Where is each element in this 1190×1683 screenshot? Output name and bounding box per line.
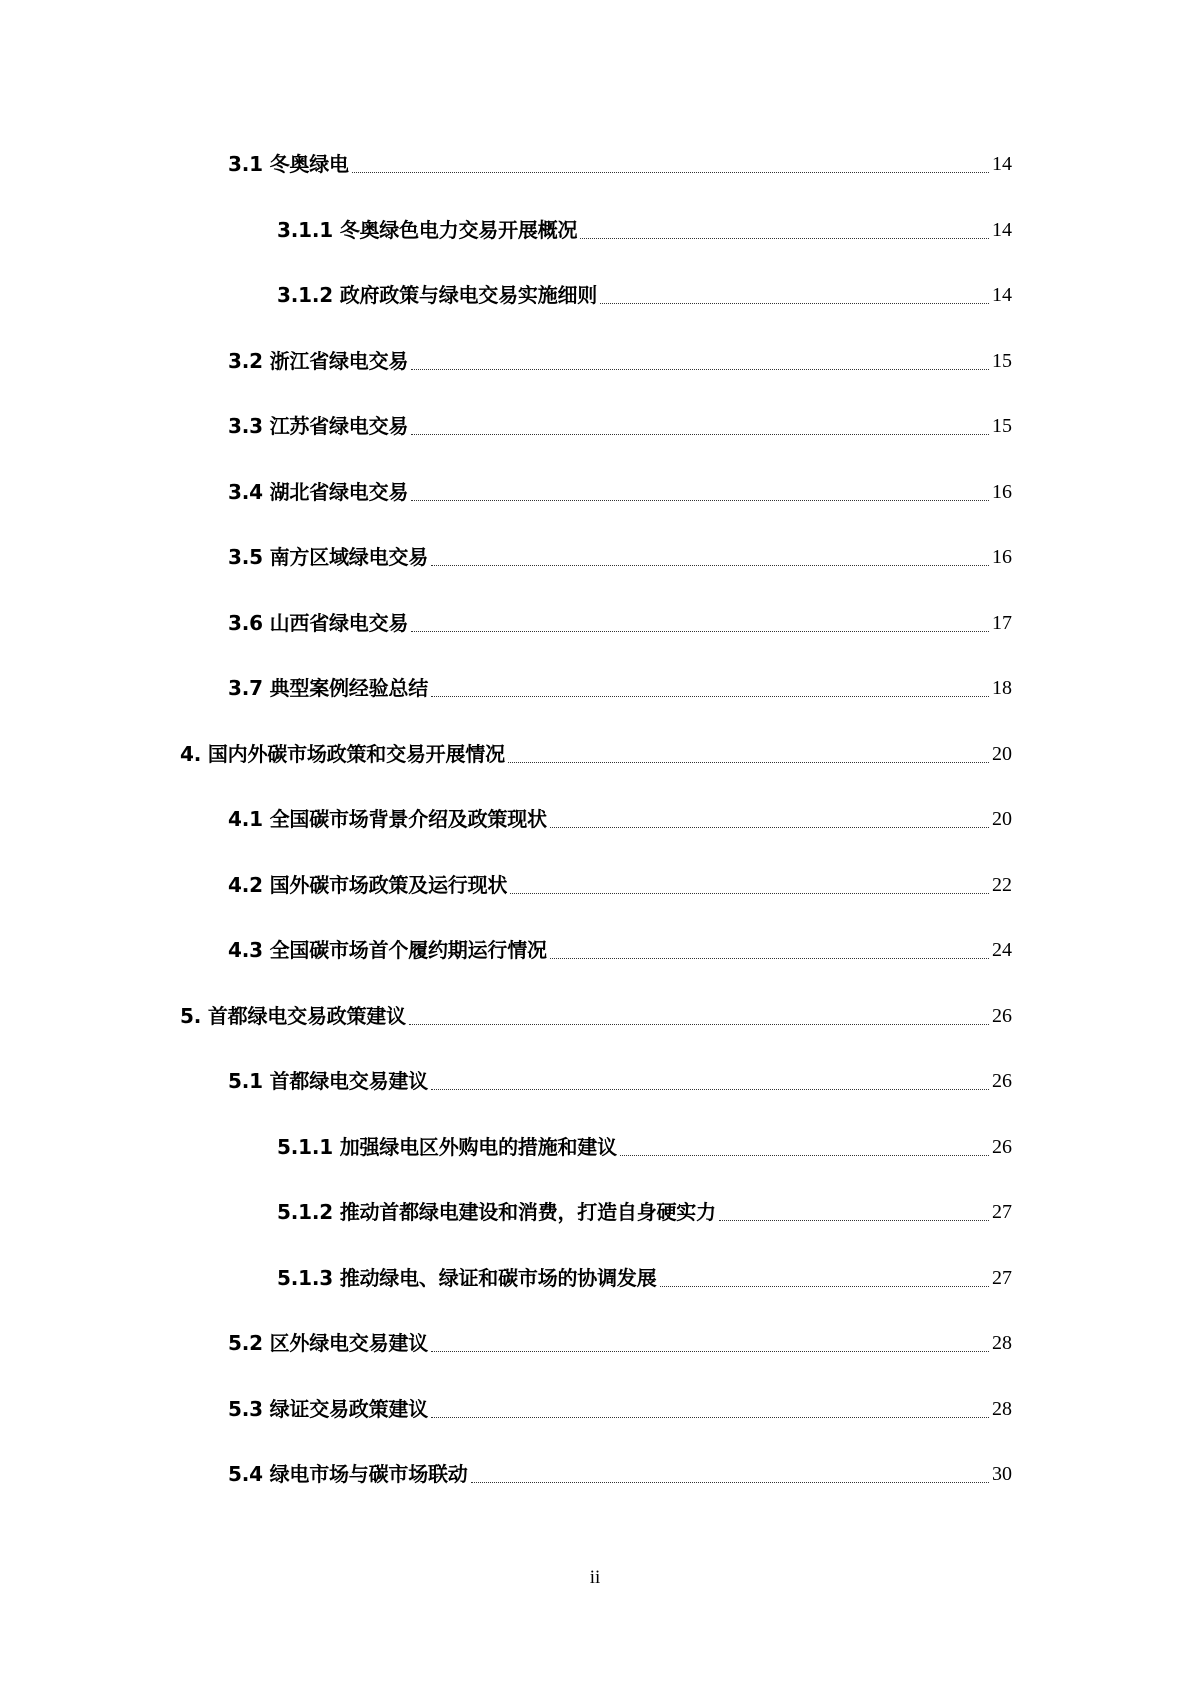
toc-entry[interactable] [0,1198,1190,1264]
toc-entry-page[interactable]: 15 [992,415,1012,437]
toc-entry[interactable] [0,347,1190,413]
toc-dot-leader [620,1133,989,1156]
toc-dot-leader [508,740,989,763]
toc-entry-title[interactable]: 5.1.2 推动首都绿电建设和消费，打造自身硬实力 [277,1200,716,1224]
toc-dot-leader [411,609,989,632]
toc-dot-leader [352,150,989,173]
toc-entry-page[interactable]: 28 [992,1332,1012,1354]
toc-entry[interactable] [0,1133,1190,1199]
toc-entry[interactable] [0,150,1190,216]
toc-entry-page[interactable]: 15 [992,349,1012,372]
toc-entry-title[interactable]: 3.1.2 政府政策与绿电交易实施细则 [277,283,598,307]
toc-entry-page[interactable]: 26 [992,1004,1012,1027]
toc-entry-page[interactable]: 14 [992,153,1012,175]
toc-entry-title[interactable]: 5.4 绿电市场与碳市场联动 [228,1462,468,1486]
toc-entry-title[interactable]: 3.1.1 冬奥绿色电力交易开展概况 [277,217,578,242]
toc-entry-page[interactable]: 20 [992,742,1012,765]
toc-entry-title[interactable]: 4.3 全国碳市场首个履约期运行情况 [228,938,547,962]
toc-dot-leader [431,1067,989,1090]
toc-dot-leader [431,1329,989,1352]
toc-entry-page[interactable]: 24 [992,939,1012,961]
toc-entry-title[interactable]: 3.7 典型案例经验总结 [228,676,428,700]
toc-entry-page[interactable]: 17 [992,611,1012,634]
toc-entry[interactable] [0,478,1190,544]
toc-entry-page[interactable]: 16 [992,480,1012,503]
toc-entry[interactable] [0,936,1190,1002]
toc-entry-title[interactable]: 5.1 首都绿电交易建议 [228,1069,428,1093]
toc-dot-leader [431,674,989,697]
toc-entry[interactable] [0,1395,1190,1461]
toc-entry-page[interactable]: 14 [992,284,1012,306]
toc-dot-leader [431,1395,989,1418]
toc-entry-title[interactable]: 3.2 浙江省绿电交易 [228,348,409,373]
table-of-contents [0,150,1190,1526]
toc-entry-page[interactable]: 20 [992,808,1012,830]
toc-dot-leader [660,1264,989,1287]
toc-entry-page[interactable]: 27 [992,1201,1012,1223]
toc-entry-page[interactable]: 14 [992,218,1012,241]
toc-dot-leader [409,1002,989,1025]
toc-entry[interactable] [0,609,1190,675]
toc-entry-page[interactable]: 30 [992,1463,1012,1485]
toc-entry-title[interactable]: 5.2 区外绿电交易建议 [228,1331,428,1355]
toc-dot-leader [411,478,989,501]
toc-entry[interactable] [0,740,1190,806]
toc-entry[interactable] [0,1002,1190,1068]
toc-dot-leader [411,412,989,435]
toc-entry-title[interactable]: 3.5 南方区域绿电交易 [228,545,428,569]
toc-entry[interactable] [0,543,1190,609]
toc-entry-title[interactable]: 3.3 江苏省绿电交易 [228,414,409,438]
toc-dot-leader [411,347,989,370]
toc-entry[interactable] [0,805,1190,871]
toc-entry[interactable] [0,216,1190,282]
toc-entry-page[interactable]: 22 [992,873,1012,896]
toc-entry-page[interactable]: 26 [992,1070,1012,1092]
toc-entry-title[interactable]: 4.2 国外碳市场政策及运行现状 [228,872,508,897]
toc-dot-leader [580,216,989,239]
toc-entry-title[interactable]: 3.6 山西省绿电交易 [228,610,409,635]
toc-entry-title[interactable]: 3.4 湖北省绿电交易 [228,479,409,504]
toc-entry[interactable] [0,1067,1190,1133]
toc-dot-leader [600,281,989,304]
toc-entry-page[interactable]: 16 [992,546,1012,568]
toc-entry[interactable] [0,674,1190,740]
toc-entry[interactable] [0,871,1190,937]
toc-entry-title[interactable]: 5. 首都绿电交易政策建议 [180,1003,406,1028]
toc-entry-title[interactable]: 5.3 绿证交易政策建议 [228,1396,428,1421]
toc-entry-title[interactable]: 4.1 全国碳市场背景介绍及政策现状 [228,807,547,831]
toc-entry-title[interactable]: 3.1 冬奥绿电 [228,152,349,176]
toc-entry[interactable] [0,1264,1190,1330]
toc-entry-page[interactable]: 27 [992,1266,1012,1289]
toc-dot-leader [510,871,989,894]
toc-dot-leader [431,543,989,566]
toc-dot-leader [471,1460,989,1483]
toc-entry[interactable] [0,1460,1190,1526]
toc-entry[interactable] [0,412,1190,478]
toc-dot-leader [550,936,989,959]
toc-dot-leader [719,1198,989,1221]
toc-entry-page[interactable]: 26 [992,1135,1012,1158]
toc-entry[interactable] [0,281,1190,347]
toc-entry-title[interactable]: 5.1.3 推动绿电、绿证和碳市场的协调发展 [277,1265,657,1290]
page-number: ii [589,1567,601,1588]
toc-entry-page[interactable]: 18 [992,677,1012,699]
toc-entry-title[interactable]: 4. 国内外碳市场政策和交易开展情况 [180,741,505,766]
toc-entry[interactable] [0,1329,1190,1395]
toc-entry-title[interactable]: 5.1.1 加强绿电区外购电的措施和建议 [277,1134,617,1159]
toc-dot-leader [550,805,989,828]
toc-entry-page[interactable]: 28 [992,1397,1012,1420]
